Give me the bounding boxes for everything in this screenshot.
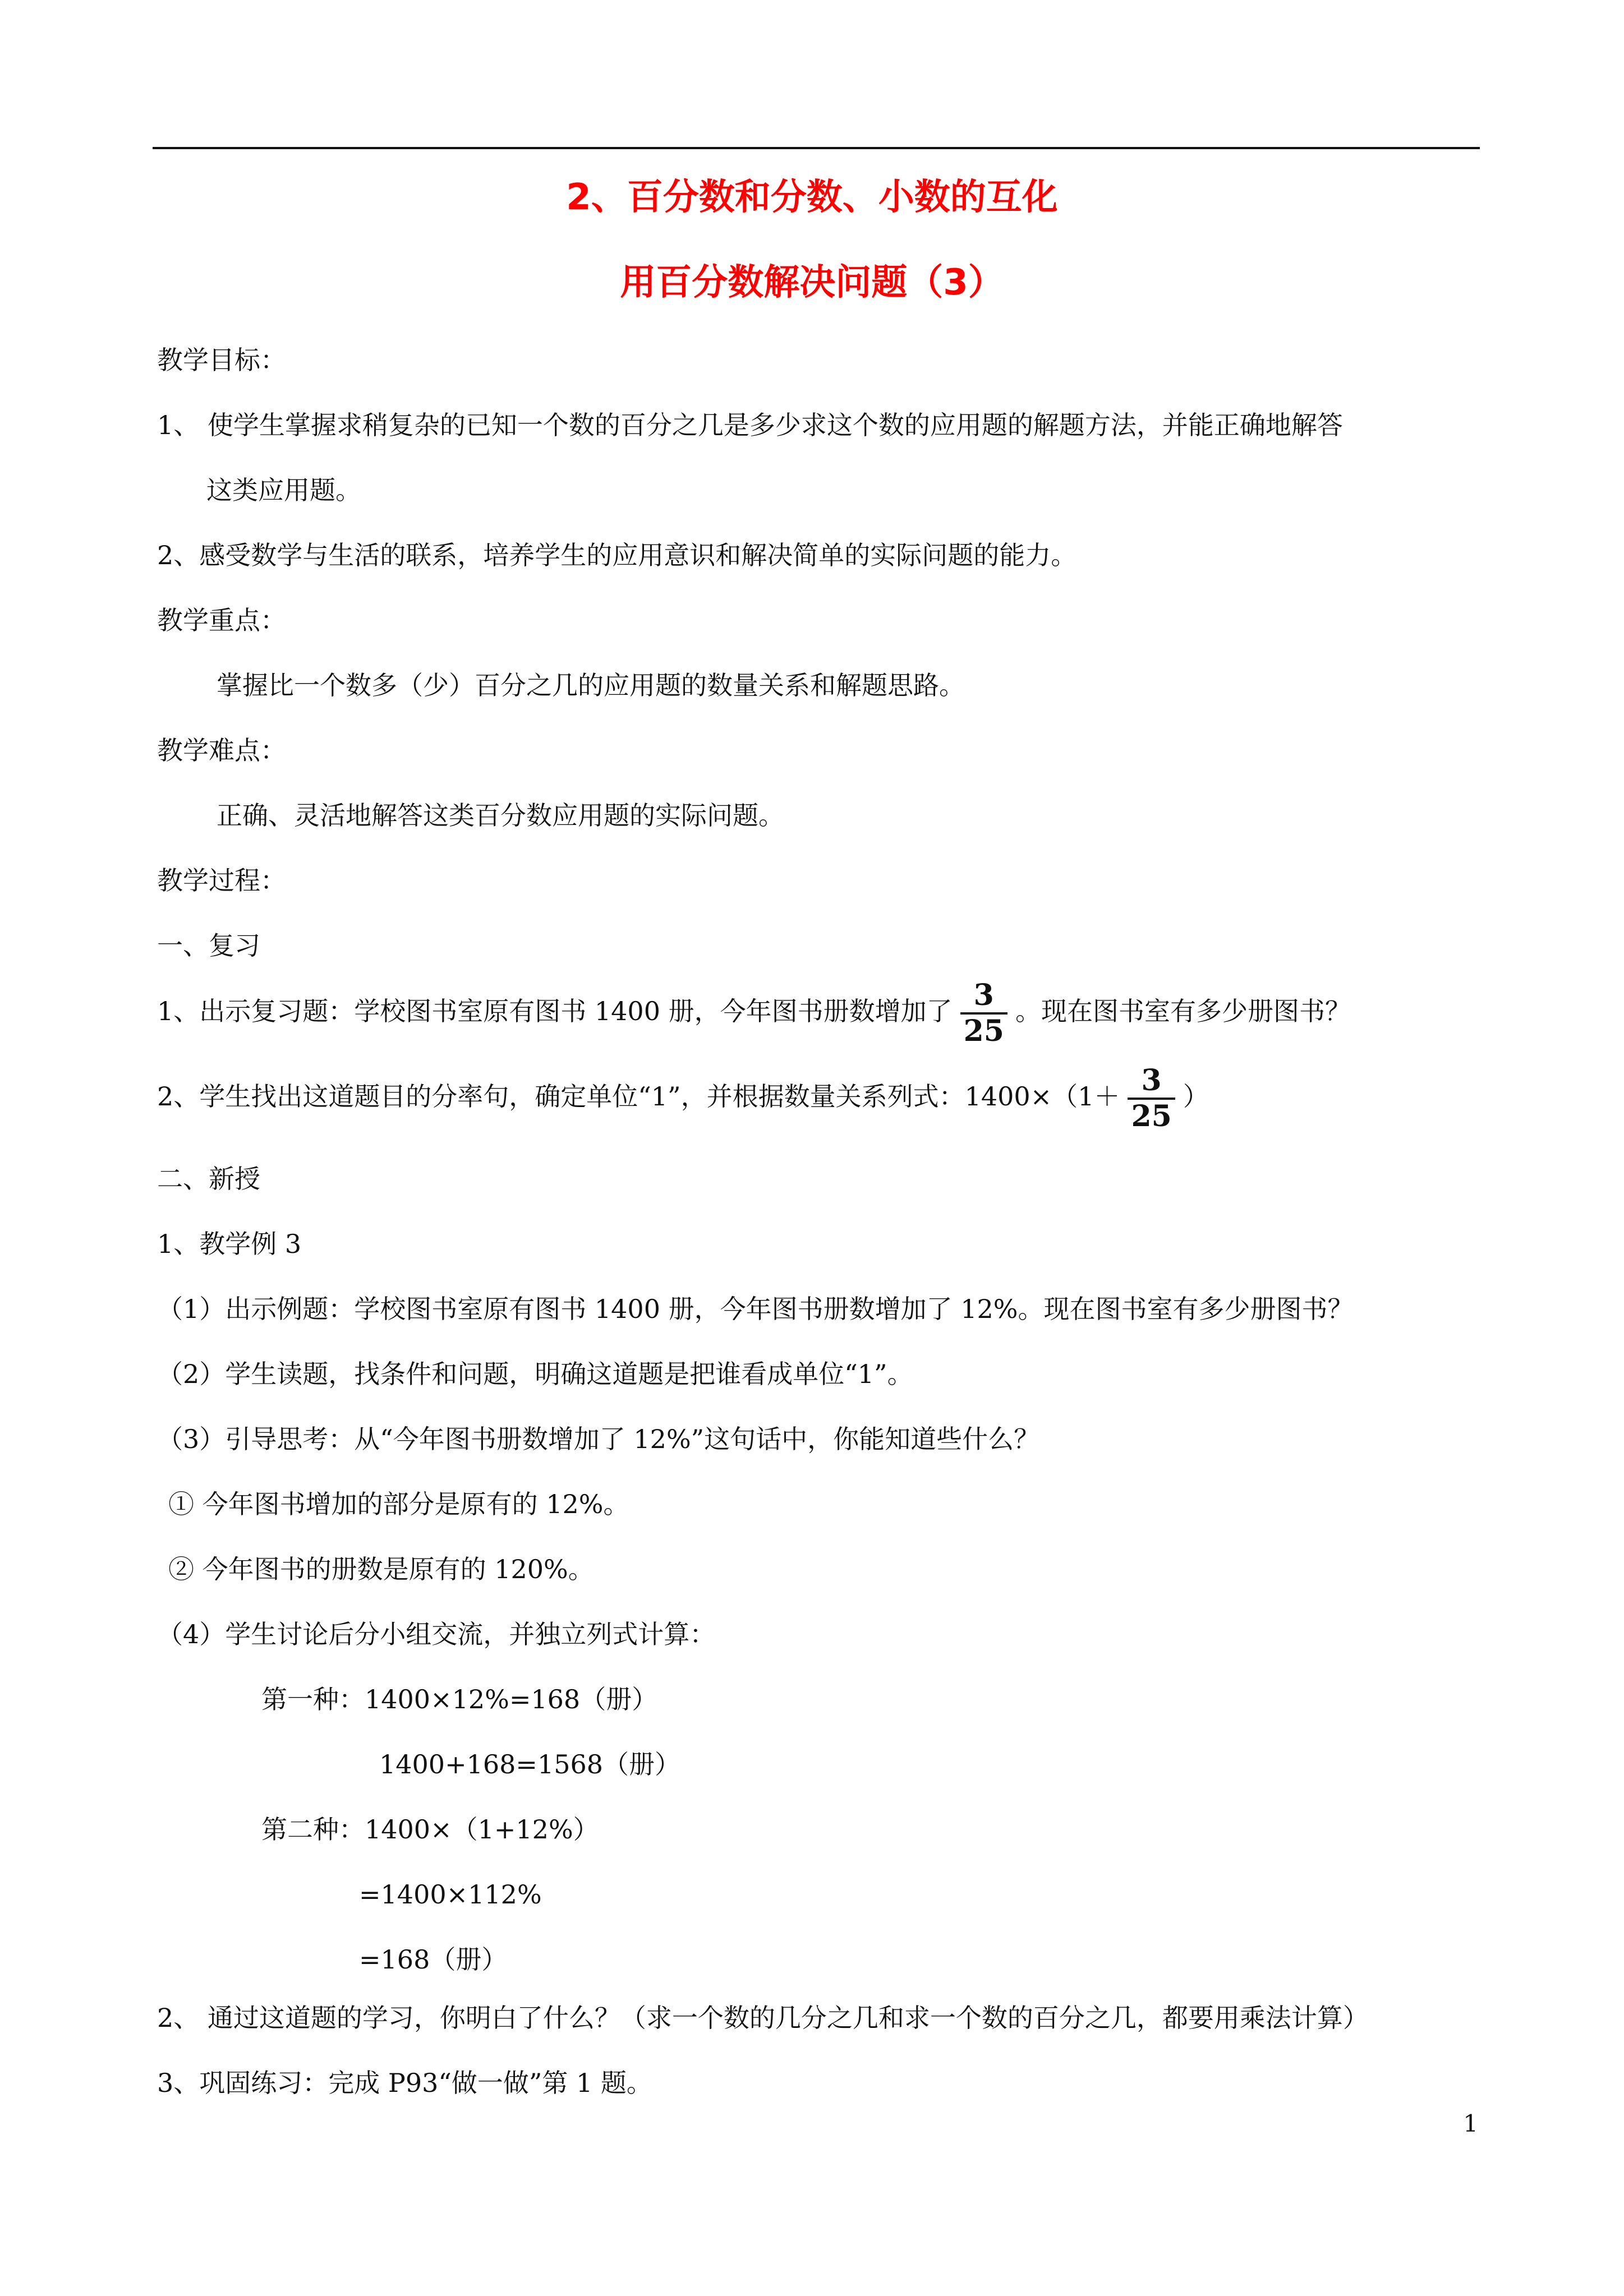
difficulty-heading: 教学难点： <box>157 735 286 766</box>
objectives-heading: 教学目标： <box>157 345 286 375</box>
review-1-text: 1、出示复习题：学校图书室原有图书 1400 册，今年图书册数增加了 <box>157 996 953 1026</box>
review-heading: 一、复习 <box>157 930 260 961</box>
fraction-3-25 <box>960 979 1007 1048</box>
page-subtitle: 用百分数解决问题（3） <box>620 262 1004 303</box>
review-2-text-end: ） <box>1183 1081 1209 1112</box>
point-1: ① 今年图书增加的部分是原有的 12%。 <box>168 1489 629 1519</box>
fraction-denominator: 25 <box>1128 1098 1175 1133</box>
method-2-line3: =168（册） <box>359 1944 508 1975</box>
example-heading: 1、教学例 3 <box>157 1229 302 1259</box>
fraction-3-25-second <box>1128 1064 1175 1133</box>
step-4: （4）学生讨论后分小组交流，并独立列式计算： <box>157 1619 716 1649</box>
new-lesson-heading: 二、新授 <box>157 1164 260 1194</box>
summary-question: 2、 通过这道题的学习，你明白了什么？（求一个数的几分之几和求一个数的百分之几，都要用乘法计算） <box>157 2003 1369 2033</box>
objective-1-line1: 1、 使学生掌握求稍复杂的已知一个数的百分之几是多少求这个数的应用题的解题方法，并能正确地解答 <box>157 410 1343 440</box>
method-1-line2: 1400+168=1568（册） <box>379 1749 681 1779</box>
step-1: （1）出示例题：学校图书室原有图书 1400 册，今年图书册数增加了 12%。现在图书室有多少册图书？ <box>157 1294 1354 1324</box>
review-1-text-end: 。现在图书室有多少册图书？ <box>1015 996 1351 1026</box>
method-2-line2: =1400×112% <box>359 1879 542 1910</box>
step-2: （2）学生读题，找条件和问题，明确这道题是把谁看成单位“1”。 <box>157 1359 913 1389</box>
page-title: 2、百分数和分数、小数的互化 <box>566 177 1058 218</box>
objective-1-line2: 这类应用题。 <box>206 475 361 505</box>
review-question-1 <box>157 979 1351 1048</box>
method-1-line1: 第一种：1400×12%=168（册） <box>261 1684 658 1714</box>
practice-task: 3、巩固练习：完成 P93“做一做”第 1 题。 <box>157 2068 652 2098</box>
objective-2: 2、感受数学与生活的联系，培养学生的应用意识和解决简单的实际问题的能力。 <box>157 540 1077 570</box>
fraction-denominator: 25 <box>960 1012 1007 1048</box>
header-rule <box>153 147 1480 149</box>
difficulty-text: 正确、灵活地解答这类百分数应用题的实际问题。 <box>217 800 784 831</box>
review-2-text: 2、学生找出这道题目的分率句，确定单位“1”，并根据数量关系列式：1400×（1＋ <box>157 1081 1120 1112</box>
point-2: ② 今年图书的册数是原有的 120%。 <box>168 1554 594 1584</box>
key-points-heading: 教学重点： <box>157 605 286 635</box>
fraction-numerator: 3 <box>973 978 994 1012</box>
step-3: （3）引导思考：从“今年图书册数增加了 12%”这句话中，你能知道些什么？ <box>157 1424 1040 1454</box>
key-points-text: 掌握比一个数多（少）百分之几的应用题的数量关系和解题思路。 <box>217 670 965 700</box>
process-heading: 教学过程： <box>157 865 286 896</box>
method-2-line1: 第二种：1400×（1+12%） <box>261 1814 599 1845</box>
page-number: 1 <box>1463 2110 1478 2137</box>
fraction-numerator: 3 <box>1141 1063 1162 1098</box>
review-question-2 <box>157 1064 1209 1133</box>
